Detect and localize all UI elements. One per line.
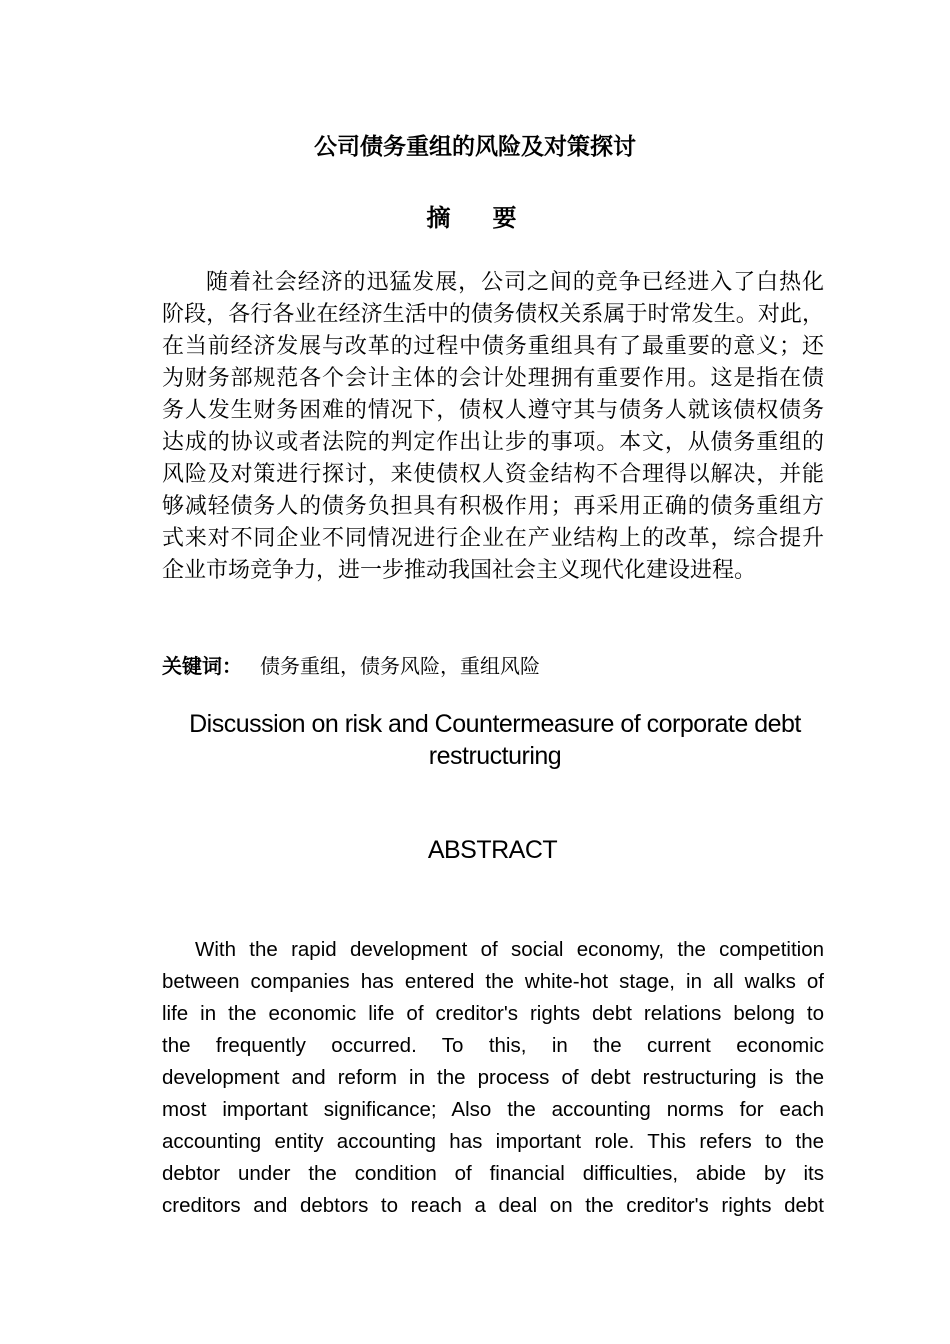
paragraph-line: life in the economic life of creditor's rights debt relations belong to [162, 1002, 824, 1025]
paragraph-line: most important significance; Also the accounting norms for each [162, 1098, 824, 1121]
abstract-heading-en: ABSTRACT [427, 836, 558, 864]
paragraph-line: 在当前经济发展与改革的过程中债务重组具有了最重要的意义；还 [162, 333, 824, 358]
abstract-en [162, 934, 824, 1222]
paragraph-line: the frequently occurred. To this, in the current economic [162, 1034, 824, 1057]
paragraph-line: With the rapid development of social economy, the competition [195, 938, 824, 961]
keywords-value: 债务重组，债务风险，重组风险 [260, 656, 540, 678]
paragraph-line: 为财务部规范各个会计主体的会计处理拥有重要作用。这是指在债 [162, 365, 824, 390]
english-title-line: restructuring [428, 742, 562, 770]
paragraph-line: 风险及对策进行探讨，来使债权人资金结构不合理得以解决，并能 [162, 461, 824, 486]
keywords-label: 关键词： [162, 656, 242, 678]
paragraph-line: 够减轻债务人的债务负担具有积极作用；再采用正确的债务重组方 [162, 493, 824, 518]
keywords [162, 650, 540, 679]
paragraph-line: 式来对不同企业不同情况进行企业在产业结构上的改革，综合提升 [162, 525, 824, 550]
paragraph-line: debtor under the condition of financial difficulties, abide by its [162, 1162, 824, 1185]
english-title [130, 708, 860, 772]
abstract-heading-zh: 摘要 [426, 205, 559, 232]
paragraph-line: 达成的协议或者法院的判定作出让步的事项。本文，从债务重组的 [162, 429, 824, 454]
paragraph-line: development and reform in the process of debt restructuring is the [162, 1066, 824, 1089]
english-title-line: Discussion on risk and Countermeasure of corporate debt [189, 710, 801, 738]
paragraph-line: accounting entity accounting has important role. This refers to the [162, 1130, 824, 1153]
paragraph-line: 务人发生财务困难的情况下，债权人遵守其与债务人就该债权债务 [162, 397, 824, 422]
paragraph-line: creditors and debtors to reach a deal on the creditor's rights debt [162, 1194, 824, 1217]
paragraph-line: between companies has entered the white-hot stage, in all walks of [162, 970, 824, 993]
paragraph-line: 阶段，各行各业在经济生活中的债务债权关系属于时常发生。对此， [162, 301, 824, 326]
paragraph-line: 随着社会经济的迅猛发展，公司之间的竞争已经进入了白热化 [206, 269, 824, 294]
page-title: 公司债务重组的风险及对策探讨 [314, 133, 636, 159]
paragraph-line: 企业市场竞争力，进一步推动我国社会主义现代化建设进程。 [162, 557, 757, 582]
abstract-zh [162, 266, 824, 586]
